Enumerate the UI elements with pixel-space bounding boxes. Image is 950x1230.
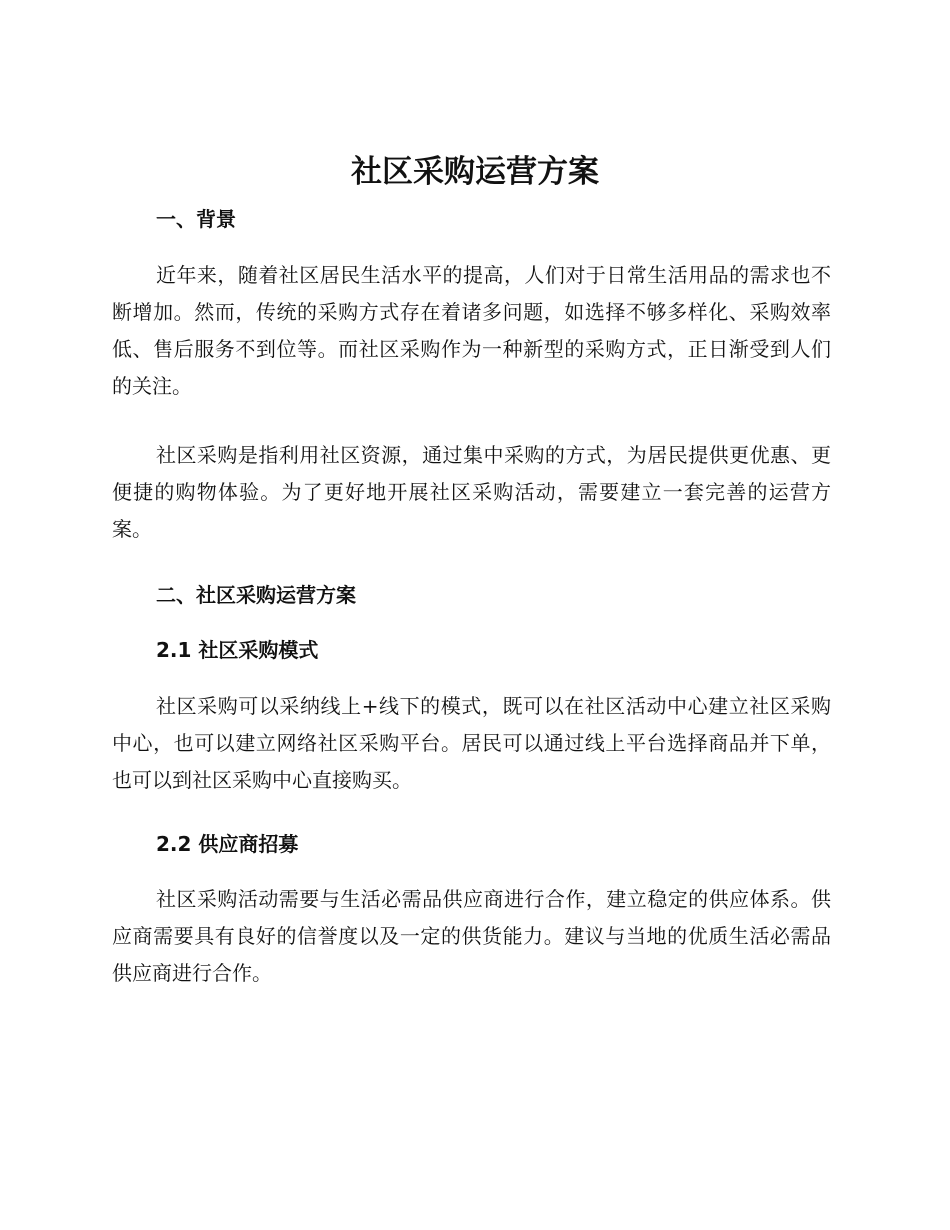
paragraph-supplier: 社区采购活动需要与生活必需品供应商进行合作，建立稳定的供应体系。供应商需要具有良好的信誉度以及一定的供货能力。建议与当地的优质生活必需品供应商进行合作。	[112, 887, 831, 985]
paragraph-background-1: 近年来，随着社区居民生活水平的提高，人们对于日常生活用品的需求也不断增加。然而，传统的采购方式存在着诸多问题，如选择不够多样化、采购效率低、售后服务不到位等。而社区采购作为一种新型的采购方式，正日渐受到人们的关注。	[112, 263, 831, 398]
section-heading-background: 一、背景	[156, 207, 236, 231]
section-heading-plan: 二、社区采购运营方案	[156, 583, 356, 607]
paragraph-background-2: 社区采购是指利用社区资源，通过集中采购的方式，为居民提供更优惠、更便捷的购物体验。为了更好地开展社区采购活动，需要建立一套完善的运营方案。	[112, 443, 831, 541]
paragraph-mode: 社区采购可以采纳线上+线下的模式，既可以在社区活动中心建立社区采购中心，也可以建立网络社区采购平台。居民可以通过线上平台选择商品并下单，也可以到社区采购中心直接购买。	[112, 694, 831, 792]
subsection-heading-supplier: 2.2 供应商招募	[156, 832, 299, 856]
document-title: 社区采购运营方案	[351, 154, 599, 190]
subsection-heading-mode: 2.1 社区采购模式	[156, 638, 319, 662]
